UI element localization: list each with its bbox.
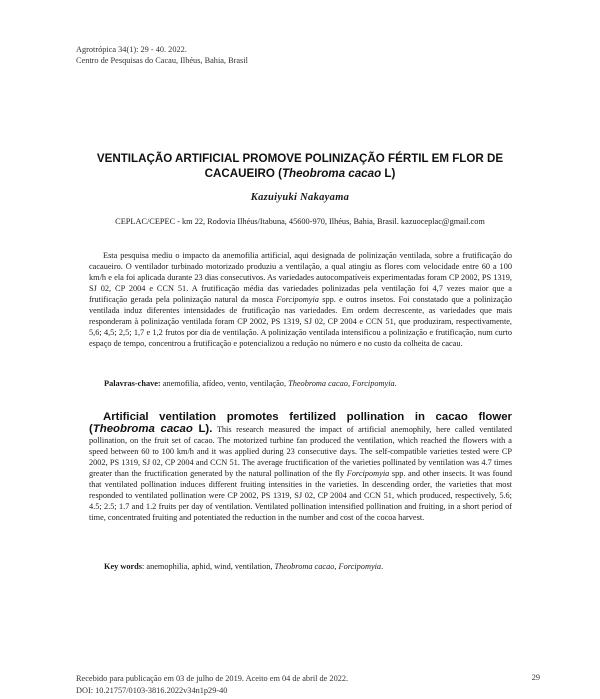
abstract-portuguese xyxy=(89,250,512,349)
english-title-suffix: L). xyxy=(192,423,213,436)
keywords-pt-plain: anemofilia, afídeo, vento, ventilação, xyxy=(160,379,289,388)
journal-institution: Centro de Pesquisas do Cacau, Ilhéus, Bahia, Brasil xyxy=(76,56,248,65)
article-title xyxy=(60,151,540,181)
keywords-pt-species: Theobroma cacao xyxy=(288,379,348,388)
abstract-en-part-1: This research measured the impact of artificial anemophily, here called ventilated pollination, on the fruit set of cacao. The motorized turbine fan produced the ventilation, which reached the flowers with a speed between 60 to 100 km/h and it was applied during 23 consecutive days. The self-compatible varieties tested were CP 2002, PS 1319, SJ 02, CP 2004 and CCN 51. The average fructification of the varieties pollinated by ventilation was 4.7 times greater than the fructification generated by the natural pollination of the fly xyxy=(89,425,512,479)
title-line-2 xyxy=(60,166,540,181)
keywords-en-species: Theobroma cacao xyxy=(274,562,335,571)
page-footer xyxy=(76,673,348,697)
title-line-2-suffix: L) xyxy=(381,167,396,180)
english-title-prefix: Artificial ventilation promotes fertilized pollination in cacao flower ( xyxy=(89,411,512,436)
page-number: 29 xyxy=(531,673,540,682)
title-species: Theobroma cacao xyxy=(281,167,382,180)
title-line-2-prefix: CACAUEIRO ( xyxy=(204,167,282,180)
title-line-1: VENTILAÇÃO ARTIFICIAL PROMOVE POLINIZAÇÃO FÉRTIL EM FLOR DE xyxy=(96,152,504,165)
abstract-pt-part-2: spp. e outros insetos. Foi constatado que a polinização ventilada induz diferentes intensidades de frutificação nas variedades. Em ordem decrescente, as variedades que mais responderam à polinização ventilada foram CP 2002, PS 1319, SJ 02, CP 2004 e CCN 51, que produziram, respectivamente, 5,6; 4,5; 2,5; 1,7 e 1,2 frutos por dia de ventilação. A polinização ventilada intensificou a polinização e frutificação, num curto espaço de tempo, concentrou a frutificação e potencializou a redução no número e no custo da colheita de cacau. xyxy=(89,295,512,349)
keywords-pt-fly: Forcipomyia xyxy=(352,379,395,388)
abstract-en-fly: Forcipomyia xyxy=(346,469,390,479)
keywords-en-plain: : anemophilia, aphid, wind, ventilation, xyxy=(142,562,275,571)
journal-header xyxy=(76,44,248,66)
abstract-pt-fly: Forcipomyia xyxy=(276,295,319,305)
abstract-english xyxy=(89,411,512,523)
author-name: Kazuiyuki Nakayama xyxy=(250,192,350,203)
keywords-portuguese xyxy=(104,378,514,389)
keywords-pt-label: Palavras-chave: xyxy=(104,379,161,388)
keywords-en-label: Key words xyxy=(104,562,143,571)
abstract-en-part-2: spp. and other insects. It was found that ventilated pollination induces different fruiting intensities in the varieties. In descending order, the varieties that most responded to ventilated pollination were CP 2002, PS 1319, SJ 02, CP 2004 and CCN 51, which produced, respectively, 5.6; 4.5; 2.5; 1.7 and 1.2 fruits per day of ventilation. Ventilated pollination intensified pollination and fruiting, in a short period of time, concentrated fruiting and potentiated the reduction in the number and cost of the cocoa harvest. xyxy=(89,469,512,523)
keywords-pt-sep: , xyxy=(347,379,353,388)
english-title-species: Theobroma cacao xyxy=(92,423,193,436)
received-date: Recebido para publicação em 03 de julho de 2019. Aceito em 04 de abril de 2022. xyxy=(76,674,349,683)
keywords-en-end: . xyxy=(381,562,384,571)
keywords-en-sep: , xyxy=(334,562,339,571)
doi: DOI: 10.21757/0103-3816.2022v34n1p29-40 xyxy=(76,686,228,695)
keywords-pt-end: . xyxy=(394,379,397,388)
abstract-pt-part-1: Esta pesquisa mediu o impacto da anemofilia artificial, aqui designada de polinização ventilada, sobre a frutificação do cacaueiro. O ventilador turbinado motorizado produziu a ventilação, a qual atingiu as flores com velocidade entre 60 a 100 km/h e ela foi aplicada durante 23 dias consecutivos. As variedades autocompatíveis experimentadas foram CP 2002, PS 1319, SJ 02, CP 2004 e CCN 51. A frutificação média das variedades polinizadas pela ventilação foi 4,7 vezes maior que a frutificação gerada pela polinização natural da mosca xyxy=(89,251,512,305)
keywords-en-fly: Forcipomyia xyxy=(338,562,382,571)
author-affiliation: CEPLAC/CEPEC - km 22, Rodovia Ilhéus/Itabuna, 45600-970, Ilhéus, Bahia, Brasil. kazuoceplac@gmail.com xyxy=(115,217,485,226)
journal-citation: Agrotrópica 34(1): 29 - 40. 2022. xyxy=(76,45,187,54)
keywords-english xyxy=(104,561,514,572)
